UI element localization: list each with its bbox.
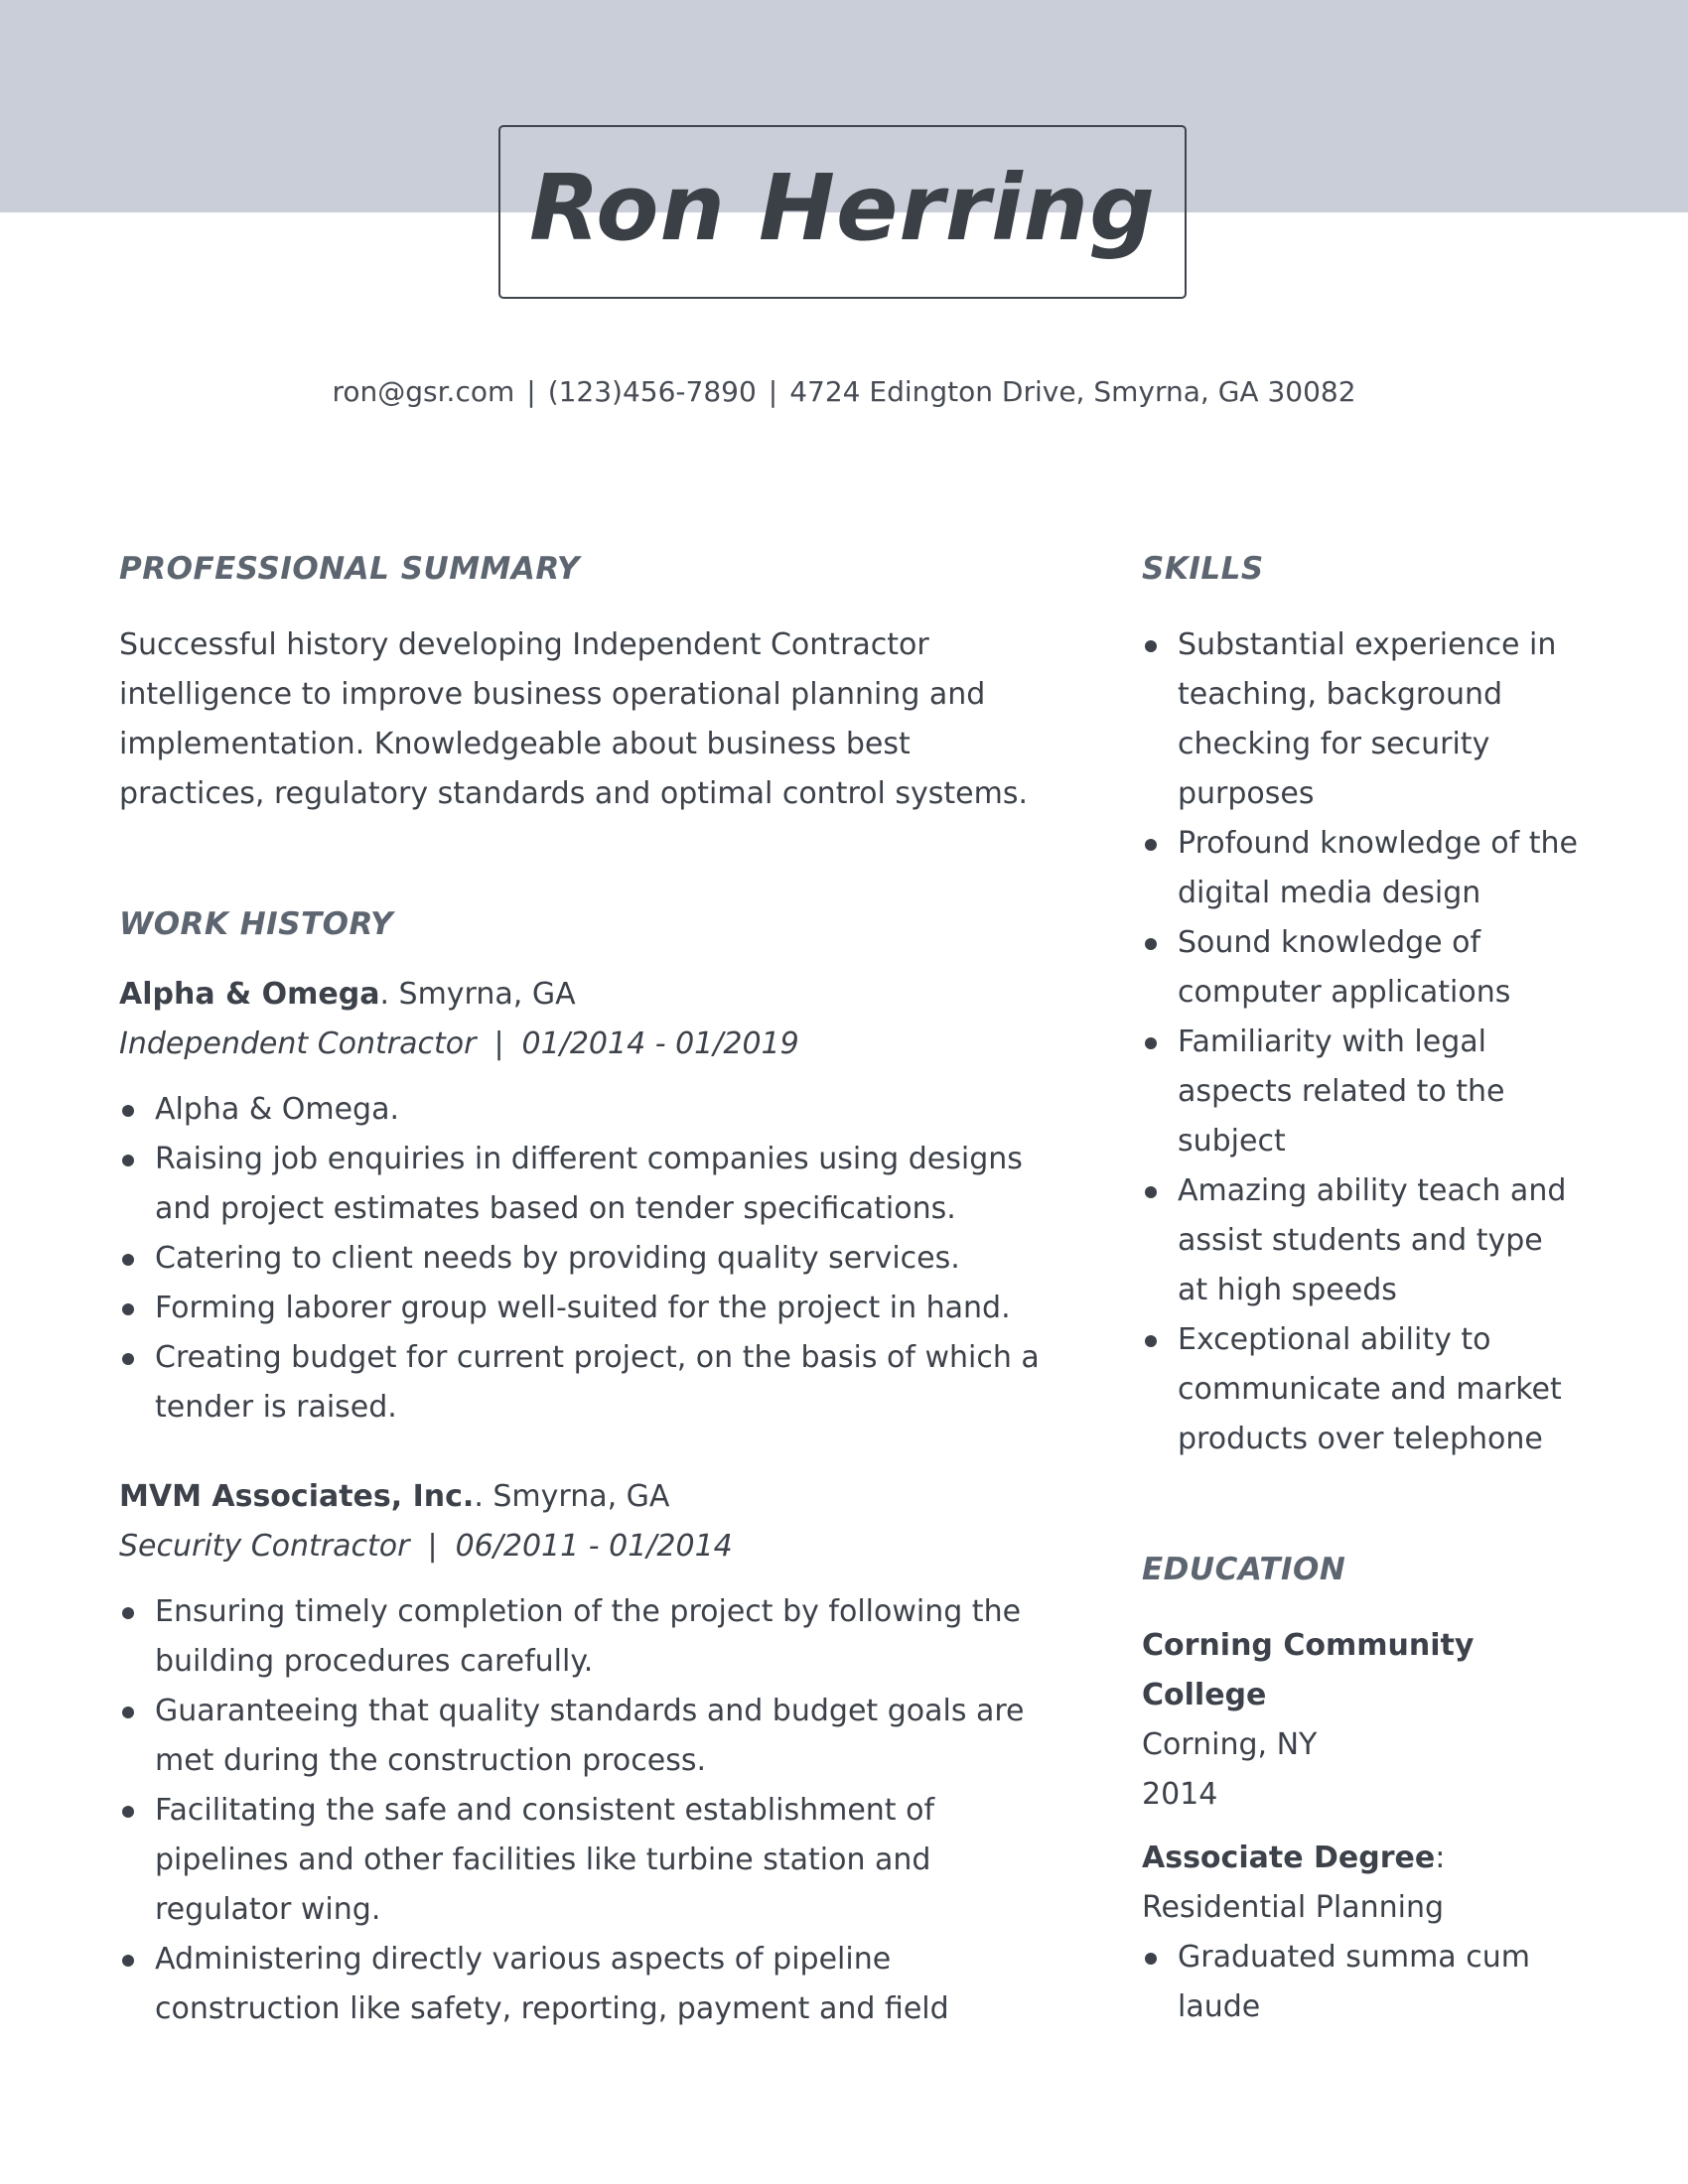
education-school: Corning Community College <box>1142 1628 1475 1712</box>
list-item: Catering to client needs by providing quality services. <box>119 1234 1043 1284</box>
contact-separator: | <box>526 375 536 408</box>
skill-item: Substantial experience in teaching, background checking for security purposes <box>1142 620 1579 819</box>
skill-item: Familiarity with legal aspects related to the subject <box>1142 1018 1579 1166</box>
list-item: Graduated summa cum laude <box>1142 1933 1579 2032</box>
role-separator: | <box>427 1529 438 1564</box>
skills-list <box>1142 620 1579 1464</box>
education-entry <box>1142 1621 1579 2032</box>
job-company-line <box>119 1472 1043 1522</box>
contact-line <box>0 375 1688 408</box>
list-item: Raising job enquiries in different companies using designs and project estimates based on tender specifications. <box>119 1135 1043 1234</box>
job-company: MVM Associates, Inc. <box>119 1479 475 1514</box>
job-role-line <box>119 1522 1043 1571</box>
work-heading: WORK HISTORY <box>119 906 394 942</box>
skill-item: Profound knowledge of the digital media design <box>1142 819 1579 918</box>
job-bullets <box>119 1587 1043 2034</box>
summary-heading: PROFESSIONAL SUMMARY <box>119 551 580 587</box>
job-company: Alpha & Omega <box>119 977 380 1012</box>
list-item: Administering directly various aspects of pipeline construction like safety, reporting, payment and field <box>119 1935 1043 2034</box>
list-item: Facilitating the safe and consistent establishment of pipelines and other facilities like turbine station and regulator wing. <box>119 1786 1043 1935</box>
job-bullets <box>119 1085 1043 1433</box>
job-location: . Smyrna, GA <box>474 1479 670 1514</box>
job-title: Security Contractor <box>119 1529 410 1564</box>
list-item: Forming laborer group well-suited for the project in hand. <box>119 1284 1043 1333</box>
education-bullets <box>1142 1933 1579 2032</box>
education-degree-suffix: : <box>1435 1841 1446 1875</box>
education-field: Residential Planning <box>1142 1890 1445 1925</box>
list-item: Alpha & Omega. <box>119 1085 1043 1135</box>
job-entry <box>119 1472 1043 2034</box>
job-dates: 06/2011 - 01/2014 <box>455 1529 733 1564</box>
contact-phone: (123)456-7890 <box>547 375 757 408</box>
education-heading: EDUCATION <box>1142 1552 1346 1587</box>
job-company-line <box>119 970 1043 1020</box>
skill-item: Amazing ability teach and assist students and type at high speeds <box>1142 1166 1579 1315</box>
candidate-name: Ron Herring <box>528 155 1156 261</box>
job-location: . Smyrna, GA <box>379 977 576 1012</box>
job-role-line <box>119 1020 1043 1069</box>
contact-email: ron@gsr.com <box>332 375 515 408</box>
left-column <box>119 551 1043 2034</box>
list-item: Creating budget for current project, on the basis of which a tender is raised. <box>119 1333 1043 1433</box>
education-location: Corning, NY <box>1142 1727 1318 1762</box>
contact-address: 4724 Edington Drive, Smyrna, GA 30082 <box>789 375 1356 408</box>
education-degree: Associate Degree <box>1142 1841 1436 1875</box>
job-dates: 01/2014 - 01/2019 <box>521 1026 799 1061</box>
role-separator: | <box>493 1026 504 1061</box>
list-item: Ensuring timely completion of the project by following the building procedures carefully. <box>119 1587 1043 1687</box>
education-degree-line <box>1142 1834 1579 1883</box>
education-year: 2014 <box>1142 1777 1218 1812</box>
right-column <box>1142 551 1579 2032</box>
skills-heading: SKILLS <box>1142 551 1264 587</box>
contact-separator: | <box>768 375 778 408</box>
job-title: Independent Contractor <box>119 1026 477 1061</box>
job-entry <box>119 970 1043 1433</box>
summary-text: Successful history developing Independent Contractor intelligence to improve business operational planning and implementation. Knowledgeable about business best practices, regulatory standards and optimal control systems. <box>119 627 1028 811</box>
name-box <box>498 125 1187 299</box>
skill-item: Exceptional ability to communicate and market products over telephone <box>1142 1315 1579 1464</box>
list-item: Guaranteeing that quality standards and budget goals are met during the construction process. <box>119 1687 1043 1786</box>
skill-item: Sound knowledge of computer applications <box>1142 918 1579 1018</box>
